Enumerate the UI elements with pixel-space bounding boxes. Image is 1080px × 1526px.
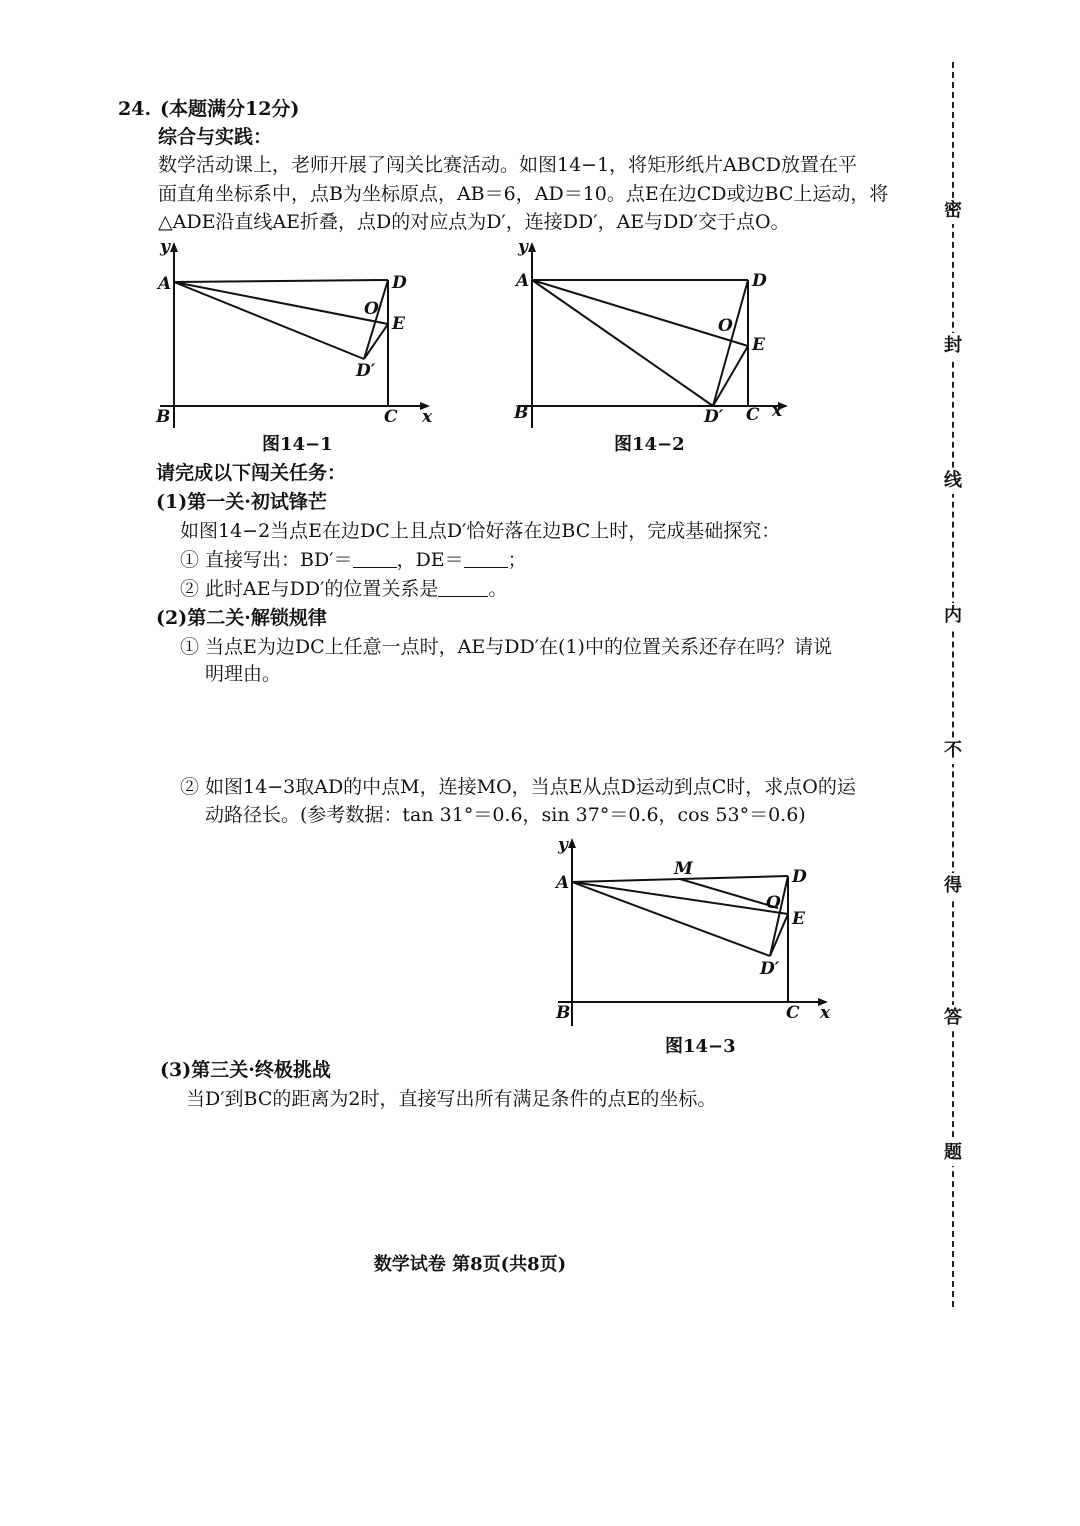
y-arrow — [170, 242, 178, 252]
part2-q1-line1: ① 当点E为边DC上任意一点时，AE与DD′在(1)中的位置关系还存在吗？请说 — [180, 636, 832, 658]
part2-q1-line2: 明理由。 — [205, 663, 282, 685]
side-ad — [174, 280, 388, 282]
answer-blank-relation[interactable] — [438, 578, 488, 597]
fold-line-ae — [174, 282, 388, 324]
section-title: 综合与实践： — [158, 126, 273, 148]
segment-ad-prime — [572, 882, 770, 956]
segment-mo — [680, 879, 778, 908]
label-a: A — [556, 873, 570, 893]
answer-blank-bd-prime[interactable] — [353, 549, 397, 568]
label-x: x — [772, 401, 783, 421]
label-c: C — [384, 407, 398, 427]
part1-q1-mid: ，DE＝ — [396, 549, 464, 571]
label-m: M — [674, 859, 693, 879]
y-arrow — [568, 838, 576, 848]
label-b: B — [514, 403, 529, 423]
part3-title: (3)第三关·终极挑战 — [160, 1059, 331, 1081]
label-a: A — [158, 274, 172, 294]
part3-desc: 当D′到BC的距离为2时，直接写出所有满足条件的点E的坐标。 — [186, 1088, 717, 1110]
seal-char-3: 线 — [940, 468, 966, 494]
label-b: B — [556, 1003, 571, 1023]
part2-q2-line1: ② 如图14−3取AD的中点M，连接MO，当点E从点D运动到点C时，求点O的运 — [180, 776, 856, 798]
binding-dashed-line — [952, 62, 954, 1307]
caption-14-2: 图14−2 — [614, 434, 685, 455]
label-c: C — [746, 405, 760, 425]
seal-char-4: 内 — [940, 603, 966, 629]
label-b: B — [156, 407, 171, 427]
label-e: E — [792, 909, 805, 929]
label-d: D — [752, 271, 767, 291]
label-x: x — [422, 407, 433, 427]
label-o: O — [718, 316, 733, 336]
seal-char-5: 不 — [940, 738, 966, 764]
segment-d-prime-e — [364, 324, 388, 359]
caption-14-3: 图14−3 — [665, 1036, 736, 1057]
label-e: E — [752, 335, 765, 355]
label-o: O — [364, 299, 379, 319]
page-footer: 数学试卷 第8页(共8页) — [373, 1254, 567, 1275]
intro-line-1: 数学活动课上，老师开展了闯关比赛活动。如图14−1，将矩形纸片ABCD放置在平 — [158, 154, 857, 176]
part2-title: (2)第二关·解锁规律 — [156, 607, 327, 629]
part1-q1 — [180, 547, 527, 573]
part1-q2-end: 。 — [488, 578, 508, 600]
seal-char-8: 题 — [940, 1140, 966, 1166]
label-o: O — [766, 893, 781, 913]
caption-14-1: 图14−1 — [262, 434, 333, 455]
label-c: C — [786, 1003, 800, 1023]
segment-dd-prime — [713, 280, 748, 406]
label-y: y — [160, 237, 170, 257]
answer-blank-de[interactable] — [464, 549, 508, 568]
part1-title: (1)第一关·初试锋芒 — [156, 491, 327, 513]
tasks-prompt: 请完成以下闯关任务： — [156, 462, 347, 484]
part1-desc: 如图14−2当点E在边DC上且点D′恰好落在边BC上时，完成基础探究： — [180, 520, 781, 542]
question-number: 24. — [118, 98, 152, 120]
fold-line-ae — [572, 882, 788, 914]
part1-q2 — [180, 576, 507, 602]
label-e: E — [392, 314, 405, 334]
label-y: y — [558, 836, 568, 855]
figure-14-3 — [548, 836, 848, 1036]
label-d: D — [792, 867, 807, 887]
segment-ad-prime — [532, 280, 713, 406]
part1-q1-prefix: ① 直接写出：BD′＝ — [180, 549, 353, 571]
part2-q2-line2: 动路径长。(参考数据：tan 31°＝0.6，sin 37°＝0.6，cos 53°＝0.6) — [205, 804, 806, 826]
label-d-prime: D′ — [760, 959, 780, 979]
segment-d-prime-e — [713, 346, 748, 406]
part1-q2-prefix: ② 此时AE与DD′的位置关系是 — [180, 578, 439, 600]
label-d-prime: D′ — [704, 407, 724, 427]
label-d-prime: D′ — [356, 361, 376, 381]
score-note: (本题满分12分) — [160, 98, 300, 120]
seal-char-7: 答 — [940, 1005, 966, 1031]
figure-14-1 — [150, 236, 450, 436]
figure-14-2 — [508, 236, 808, 436]
label-x: x — [820, 1003, 831, 1023]
label-y: y — [518, 237, 528, 257]
fold-line-ae — [532, 280, 748, 346]
y-arrow — [528, 242, 536, 252]
seal-char-2: 封 — [940, 333, 966, 359]
label-d: D — [392, 273, 407, 293]
part1-q1-end: ； — [507, 549, 527, 571]
seal-char-6: 得 — [940, 873, 966, 899]
intro-line-3: △ADE沿直线AE折叠，点D的对应点为D′，连接DD′，AE与DD′交于点O。 — [158, 211, 790, 233]
label-a: A — [516, 271, 530, 291]
segment-ad-prime — [174, 282, 364, 359]
seal-char-1: 密 — [940, 198, 966, 224]
intro-line-2: 面直角坐标系中，点B为坐标原点，AB＝6，AD＝10。点E在边CD或边BC上运动，将 — [158, 183, 889, 205]
segment-dd-prime — [770, 876, 788, 956]
